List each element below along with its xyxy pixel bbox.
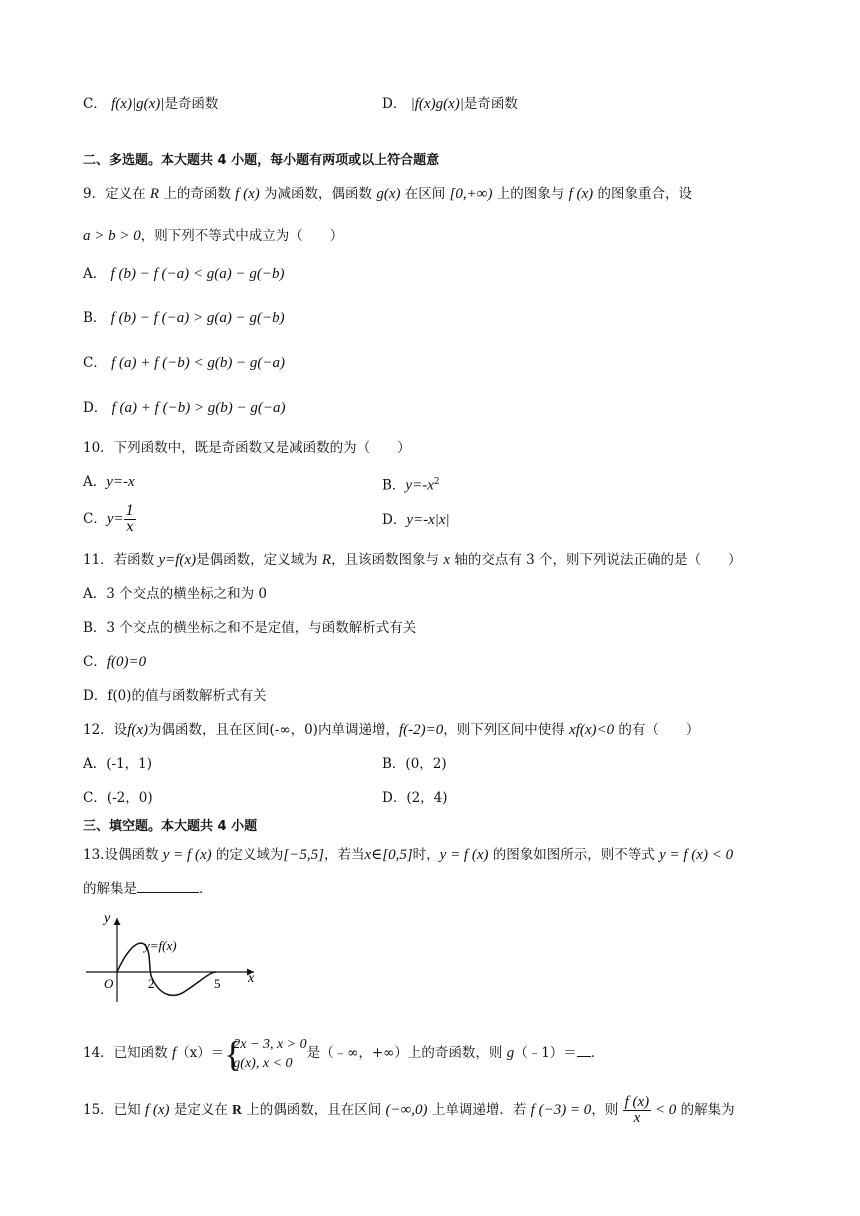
- origin-label: O: [104, 976, 114, 991]
- q11-option-b: [83, 618, 416, 638]
- set-r: R: [321, 552, 332, 568]
- q12-stem: [83, 720, 699, 740]
- q11-stem: [83, 550, 742, 570]
- text: ，则下列区间中使得: [443, 722, 570, 738]
- text: ，则下列不等式中成立为（ ）: [140, 228, 344, 244]
- fraction-denominator: x: [633, 1110, 641, 1126]
- text: 9．定义在: [83, 186, 150, 202]
- option-expression: f (b) − f (−a) > g(a) − g(−b): [110, 310, 285, 326]
- option-label: D．: [83, 400, 108, 416]
- option-expression: y=-x: [106, 474, 135, 490]
- text: ，则: [591, 1102, 623, 1118]
- q10-stem: 10．下列函数中，既是奇函数又是减函数的为（ ）: [83, 440, 411, 456]
- option-expression: f (b) − f (−a) < g(a) − g(−b): [110, 266, 285, 282]
- option-label: D．: [83, 688, 108, 704]
- q10-option-b: [382, 472, 440, 496]
- option-text: (-2，0): [106, 790, 153, 806]
- piecewise-definition: [224, 1035, 306, 1073]
- option-text: 3 个交点的横坐标之和不是定值，与函数解析式有关: [106, 620, 417, 636]
- inequality: y = f (x) < 0: [659, 847, 734, 863]
- q14-stem: [83, 1033, 604, 1073]
- function: y=f(x): [158, 552, 197, 568]
- q10-option-a: [83, 472, 135, 492]
- text: 轴的交点有 3 个，则下列说法正确的是（ ）: [450, 552, 742, 568]
- function-graph: [82, 910, 264, 1006]
- option-label: A．: [83, 266, 107, 282]
- q11-option-a: [83, 584, 267, 604]
- q9-option-b: [83, 308, 285, 328]
- interval: (−∞,0): [385, 1102, 428, 1118]
- condition: f (−3) = 0: [530, 1102, 592, 1118]
- q8-option-c: [83, 94, 218, 114]
- text: （﹣1）＝: [514, 1045, 577, 1061]
- text: 的定义域为: [211, 847, 284, 863]
- text: ．: [199, 881, 213, 897]
- text: 12．设: [83, 722, 128, 738]
- text: 上的图象与: [492, 186, 569, 202]
- option-expression: y=: [106, 511, 124, 527]
- q12-option-d: [382, 788, 448, 808]
- option-expression: y=-x|x|: [406, 512, 450, 528]
- condition: f(-2)=0: [398, 722, 444, 738]
- set-r: R: [232, 1102, 242, 1117]
- fraction-numerator: 1: [125, 503, 135, 519]
- answer-blank[interactable]: [137, 878, 199, 893]
- y-axis-label: y: [104, 911, 111, 926]
- exponent: 2: [433, 477, 440, 487]
- function-g: g: [506, 1045, 515, 1061]
- text: 上的奇函数: [159, 186, 236, 202]
- piecewise-case-2: g(x), x < 0: [233, 1055, 293, 1071]
- function: y = f (x): [162, 847, 212, 863]
- q9-stem-line2: [83, 226, 343, 246]
- option-label: C．: [83, 654, 107, 670]
- fraction-denominator: x: [126, 519, 134, 535]
- interval: [0,+∞): [449, 186, 493, 202]
- option-expression: f (a) + f (−b) > g(b) − g(−a): [111, 400, 286, 416]
- q9-stem-line1: [83, 184, 692, 204]
- x-axis-label: x: [248, 971, 255, 986]
- text: 11．若函数: [83, 552, 159, 568]
- option-label: A．: [83, 756, 107, 772]
- option-label: A．: [83, 586, 107, 602]
- text: 15．已知: [83, 1102, 145, 1118]
- option-text: f(0)=0: [106, 654, 147, 670]
- option-expression: |f(x)g(x)|: [410, 96, 464, 112]
- fraction-numerator: f (x): [624, 1094, 650, 1110]
- section-heading-fill-in: 三、填空题。本大题共 4 小题: [83, 819, 258, 834]
- condition: x∈[0,5]: [364, 847, 413, 863]
- function-f: f (x): [144, 1102, 170, 1118]
- option-label: C．: [83, 790, 107, 806]
- q9-option-c: [83, 353, 285, 373]
- text: 的图象如图所示，则不等式: [488, 847, 660, 863]
- section-heading-multiple-choice: 二、多选题。本大题共 4 小题，每小题有两项或以上符合题意: [83, 153, 440, 168]
- option-label: C．: [83, 96, 107, 112]
- function-f: f (x): [235, 186, 260, 202]
- tick-label-5: 5: [214, 976, 221, 991]
- text: 是（﹣∞，+∞）上的奇函数，则: [306, 1045, 507, 1061]
- answer-blank[interactable]: [577, 1042, 591, 1057]
- option-expression: f(x)|g(x)|: [111, 96, 165, 112]
- text: 时，: [412, 847, 440, 863]
- option-text: f(0)的值与函数解析式有关: [107, 688, 267, 704]
- option-label: A．: [83, 474, 107, 490]
- option-text: (2，4): [406, 790, 448, 806]
- q13-stem-line2: [83, 878, 213, 899]
- option-label: B．: [83, 620, 107, 636]
- option-text: (-1，1): [106, 756, 153, 772]
- function-f: f: [171, 1045, 177, 1061]
- q12-option-c: [83, 788, 153, 808]
- q9-option-a: [83, 264, 284, 284]
- text: ，若当: [323, 847, 365, 863]
- function-f: f (x): [568, 186, 594, 202]
- q11-option-c: [83, 652, 146, 672]
- function: f(x): [127, 722, 149, 738]
- text: 为偶函数，且在区间(-∞，0)内单调递增，: [148, 722, 399, 738]
- option-expression: y=-x: [405, 477, 434, 494]
- text: （x）＝: [176, 1045, 225, 1061]
- fraction: [124, 504, 137, 535]
- brace: {: [224, 1033, 242, 1074]
- text: 是偶函数，定义域为: [196, 552, 322, 568]
- piecewise-case-1: 2x − 3, x > 0: [233, 1036, 307, 1052]
- domain: [−5,5]: [283, 847, 324, 863]
- tick-label-2: 2: [148, 976, 155, 991]
- option-text: 3 个交点的横坐标之和为 0: [106, 586, 268, 602]
- option-text: (0，2): [405, 756, 447, 772]
- fraction: [623, 1095, 652, 1126]
- inequality: < 0: [651, 1102, 677, 1118]
- text: 14．已知函数: [83, 1045, 172, 1061]
- text: 的解集为: [676, 1102, 735, 1118]
- option-label: C．: [83, 355, 107, 371]
- q8-option-d: [382, 94, 518, 114]
- option-label: D．: [382, 790, 407, 806]
- option-expression: f (a) + f (−b) < g(b) − g(−a): [111, 355, 286, 371]
- inequality: xf(x)<0: [569, 722, 615, 738]
- q10-option-c: [83, 504, 136, 535]
- text: 是定义在: [169, 1102, 233, 1118]
- option-text: 是奇函数: [164, 96, 219, 112]
- text: 为减函数，偶函数: [259, 186, 377, 202]
- text: 的有（ ）: [614, 722, 700, 738]
- function: y = f (x): [439, 847, 489, 863]
- function-g: g(x): [376, 186, 401, 202]
- set-r: R: [149, 186, 160, 202]
- option-label: D．: [382, 96, 407, 112]
- option-label: B．: [382, 756, 406, 772]
- curve-label: y=f(x): [144, 938, 177, 953]
- variable-x: x: [443, 552, 451, 568]
- option-label: B．: [382, 477, 406, 494]
- text: 上的偶函数，且在区间: [241, 1102, 386, 1118]
- text: 在区间: [400, 186, 450, 202]
- q11-option-d: [83, 686, 266, 706]
- condition: a > b > 0: [83, 228, 141, 244]
- text: 的解集是: [83, 881, 137, 897]
- option-label: C．: [83, 511, 107, 527]
- q9-option-d: [83, 398, 286, 418]
- option-text: 是奇函数: [463, 96, 518, 112]
- option-label: D．: [382, 512, 407, 528]
- text: ，且该函数图象与: [331, 552, 444, 568]
- text: 上单调递增．若: [427, 1102, 531, 1118]
- option-label: B．: [83, 310, 107, 326]
- q10-option-d: [382, 510, 450, 530]
- q13-stem-line1: [83, 845, 733, 865]
- q15-stem: [83, 1090, 735, 1130]
- text: ．: [590, 1045, 605, 1061]
- q12-option-a: [83, 754, 152, 774]
- text: 13.设偶函数: [83, 847, 163, 863]
- q12-option-b: [382, 754, 447, 774]
- text: 的图象重合，设: [593, 186, 692, 202]
